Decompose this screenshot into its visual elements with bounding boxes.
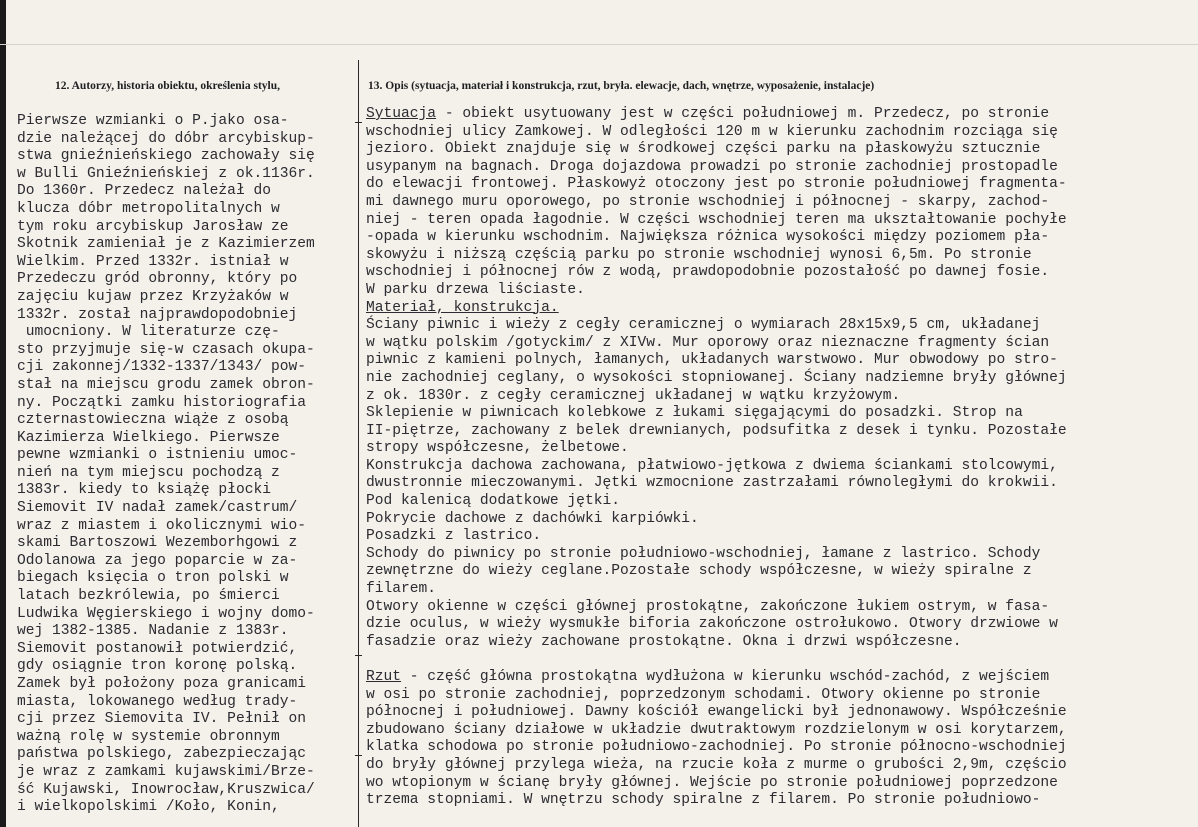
description-text: do elewacji frontowej. Płaskowyż otoczony jest po stronie południowej fragmenta- bbox=[366, 176, 1067, 193]
description-line bbox=[366, 511, 1196, 529]
description-text: II-piętrze, zachowany z belek drewnianych, podsufitka z desek i tynku. Pozostałe bbox=[366, 422, 1067, 439]
description-text: nie zachodniej ceglany, o wysokości stopniowanej. Ściany nadziemne bryły głównej bbox=[366, 369, 1067, 386]
description-line bbox=[366, 176, 1196, 194]
history-line: Zamek był położony poza granicami bbox=[17, 676, 307, 692]
description-line bbox=[366, 212, 1196, 230]
description-line bbox=[366, 581, 1196, 599]
history-line: 1332r. został najprawdopodobniej bbox=[17, 306, 298, 323]
description-line bbox=[366, 388, 1196, 406]
description-text: jezioro. Obiekt znajduje się w środkowej części parku na płaskowyżu sztucznie bbox=[366, 141, 1041, 158]
description-text: W parku drzewa liściaste. bbox=[366, 281, 585, 298]
description-line bbox=[366, 141, 1196, 159]
history-line: wej 1382-1385. Nadanie z 1383r. bbox=[17, 623, 289, 640]
description-line bbox=[366, 757, 1196, 775]
description-line bbox=[366, 229, 1196, 247]
history-line: je wraz z zamkami kujawskimi/Brze- bbox=[17, 763, 315, 780]
description-line bbox=[366, 651, 1196, 669]
history-line: Odolanowa za jego poparcie w za- bbox=[17, 552, 298, 569]
description-text: północnej i południowej. Dawny kościół ewangelicki był jednonawowy. Współcześnie bbox=[366, 704, 1067, 721]
description-text: w wątku polskim /gotyckim/ z XIVw. Mur oporowy oraz nieznaczne fragmenty ścian bbox=[366, 334, 1050, 351]
section-heading: Materiał, konstrukcja. bbox=[366, 299, 559, 316]
history-line: Przedeczu gród obronny, który po bbox=[17, 271, 298, 288]
description-text: w osi po stronie zachodniej, poprzedzonym schodami. Otwory okienne po stronie bbox=[366, 686, 1041, 703]
description-line bbox=[366, 300, 1196, 318]
history-line: umocniony. W literaturze czę- bbox=[17, 324, 280, 341]
description-text: Otwory okienne w części głównej prostokątne, zakończone łukiem ostrym, w fasa- bbox=[366, 598, 1050, 615]
history-line: Kazimierza Wielkiego. Pierwsze bbox=[17, 429, 280, 446]
description-text: Posadzki z lastrico. bbox=[366, 528, 542, 545]
history-line: dzie należącej do dóbr arcybiskup- bbox=[17, 130, 315, 147]
description-text: Ściany piwnic i wieży z cegły ceramicznej o wymiarach 28x15x9,5 cm, układanej bbox=[366, 317, 1041, 334]
description-column bbox=[366, 106, 1196, 810]
history-line: stwa gnieźnieńskiego zachowały się bbox=[17, 148, 315, 165]
description-line bbox=[366, 317, 1196, 335]
description-line bbox=[366, 124, 1196, 142]
history-line: pewne wzmianki o istnieniu umoc- bbox=[17, 447, 298, 464]
description-text: zbudowano ściany działowe w układzie dwutraktowym rozdzielonym w osi korytarzem, bbox=[366, 721, 1067, 738]
description-text: dzie oculus, w wieży wysmukłe biforia zakończone ostrołukowo. Otwory drzwiowe w bbox=[366, 616, 1058, 633]
section-12-header: 12. Autorzy, historia obiektu, określenia stylu, bbox=[55, 80, 281, 92]
history-line: biegach księcia o tron polski w bbox=[17, 570, 289, 587]
column-divider bbox=[358, 60, 359, 827]
description-line bbox=[366, 616, 1196, 634]
description-line bbox=[366, 370, 1196, 388]
description-text: Schody do piwnicy po stronie południowo-wschodniej, łamane z lastrico. Schody bbox=[366, 545, 1041, 562]
history-line: i wielkopolskimi /Koło, Konin, bbox=[17, 799, 280, 816]
history-line: państwa polskiego, zabezpieczając bbox=[17, 746, 307, 763]
description-text: filarem. bbox=[366, 581, 437, 598]
description-line bbox=[366, 159, 1196, 177]
history-line: cji przez Siemovita IV. Pełnił on bbox=[17, 711, 307, 728]
history-line: tym roku arcybiskup Jarosław ze bbox=[17, 218, 289, 235]
description-text: Pod kalenicą dodatkowe jętki. bbox=[366, 493, 620, 510]
history-line: ny. Początki zamku historiografia bbox=[17, 394, 307, 411]
description-text: - obiekt usytuowany jest w części południowej m. Przedecz, po stronie bbox=[436, 106, 1050, 122]
history-line: gdy osiągnie tron koronę polską. bbox=[17, 658, 298, 675]
history-line: Siemovit IV nadał zamek/castrum/ bbox=[17, 500, 298, 517]
page-edge bbox=[0, 0, 6, 827]
description-line bbox=[366, 440, 1196, 458]
description-text: - część główna prostokątna wydłużona w kierunku wschód-zachód, z wejściem bbox=[401, 669, 1050, 685]
description-line bbox=[366, 775, 1196, 793]
description-text: Konstrukcja dachowa zachowana, płatwiowo-jętkowa z dwiema ściankami stolcowymi, bbox=[366, 457, 1058, 474]
history-line: Pierwsze wzmianki o P.jako osa- bbox=[17, 113, 289, 129]
history-line: czternastowieczna wiąże z osobą bbox=[17, 412, 289, 429]
description-line bbox=[366, 247, 1196, 265]
description-text: mi dawnego muru oporowego, po stronie wschodniej i północnej - skarpy, zachod- bbox=[366, 193, 1050, 210]
description-text: skowyżu i niższą częścią parku po stronie wschodniej wynosi 6,5m. Po stronie bbox=[366, 246, 1032, 263]
history-column bbox=[17, 113, 357, 817]
description-line bbox=[366, 546, 1196, 564]
history-line: stał na miejscu grodu zamek obron- bbox=[17, 376, 315, 393]
history-line: 1383r. kiedy to książę płocki bbox=[17, 482, 271, 499]
history-line: nień na tym miejscu pochodzą z bbox=[17, 464, 280, 481]
description-line bbox=[366, 528, 1196, 546]
section-heading: Sytuacja bbox=[366, 106, 437, 122]
history-line: sto przyjmuje się-w czasach okupa- bbox=[17, 341, 315, 358]
history-line: ważną rolę w systemie obronnym bbox=[17, 728, 280, 745]
history-line: latach bezkrólewia, po śmierci bbox=[17, 588, 280, 605]
history-line: Siemovit postanowił potwierdzić, bbox=[17, 640, 298, 657]
history-line: zajęciu kujaw przez Krzyżaków w bbox=[17, 288, 289, 305]
description-line bbox=[366, 335, 1196, 353]
history-line: w Bulli Gnieźnieńskiej z ok.1136r. bbox=[17, 165, 315, 182]
description-line bbox=[366, 106, 1196, 124]
description-text: wschodniej ulicy Zamkowej. W odległości 120 m w kierunku zachodnim rozciąga się bbox=[366, 123, 1058, 140]
description-text: piwnic z kamieni polnych, łamanych, układanych warstwowo. Mur obwodowy po stro- bbox=[366, 352, 1058, 369]
description-text: wschodniej i północnej rów z wodą, prawdopodobnie pozostałość po dawnej fosie. bbox=[366, 264, 1050, 281]
description-line bbox=[366, 423, 1196, 441]
history-line: Do 1360r. Przedecz należał do bbox=[17, 183, 271, 200]
history-line: Skotnik zamieniał je z Kazimierzem bbox=[17, 236, 315, 253]
description-text: usypanym na bagnach. Droga dojazdowa prowadzi po stronie zachodniej prostopadle bbox=[366, 158, 1058, 175]
description-text: -opada w kierunku wschodnim. Największa różnica wysokości między poziomem pła- bbox=[366, 229, 1050, 246]
description-line bbox=[366, 194, 1196, 212]
description-line bbox=[366, 739, 1196, 757]
description-line bbox=[366, 687, 1196, 705]
description-text: dwustronnie mieczowanymi. Jętki wzmocnione zastrzałami równoległymi do krokwii. bbox=[366, 475, 1058, 492]
history-line: skami Bartoszowi Wezemborhgowi z bbox=[17, 535, 298, 552]
description-line bbox=[366, 634, 1196, 652]
description-line bbox=[366, 282, 1196, 300]
description-text: Sklepienie w piwnicach kolebkowe z łukami sięgającymi do posadzki. Strop na bbox=[366, 405, 1023, 422]
history-line: klucza dóbr metropolitalnych w bbox=[17, 200, 280, 217]
history-line: Ludwika Węgierskiego i wojny domo- bbox=[17, 605, 315, 622]
description-line bbox=[366, 264, 1196, 282]
description-line bbox=[366, 563, 1196, 581]
description-text: do bryły głównej przylega wieża, na rzucie koła z murme o grubości 2,9m, częścio bbox=[366, 756, 1067, 773]
description-text: stropy współczesne, żelbetowe. bbox=[366, 440, 629, 457]
section-heading: Rzut bbox=[366, 669, 402, 685]
history-line: miasta, lokowanego według trady- bbox=[17, 693, 298, 710]
history-line: ść Kujawski, Inowrocław,Kruszwica/ bbox=[17, 781, 315, 798]
description-line bbox=[366, 352, 1196, 370]
description-line bbox=[366, 405, 1196, 423]
description-line bbox=[366, 722, 1196, 740]
description-line bbox=[366, 792, 1196, 810]
description-text: z ok. 1830r. z cegły ceramicznej układanej w wątku krzyżowym. bbox=[366, 387, 901, 404]
description-text: klatka schodowa po stronie południowo-zachodniej. Po stronie północno-wschodniej bbox=[366, 739, 1067, 756]
description-line bbox=[366, 493, 1196, 511]
description-line bbox=[366, 669, 1196, 687]
description-line bbox=[366, 458, 1196, 476]
description-text: Pokrycie dachowe z dachówki karpiówki. bbox=[366, 510, 699, 527]
history-line: cji zakonnej/1332-1337/1343/ pow- bbox=[17, 359, 307, 376]
description-text: zewnętrzne do wieży ceglane.Pozostałe schody współczesne, w wieży spiralne z bbox=[366, 563, 1032, 580]
description-text: trzema stopniami. W wnętrzu schody spiralne z filarem. Po stronie południowo- bbox=[366, 792, 1041, 809]
description-line bbox=[366, 599, 1196, 617]
description-text: niej - teren opada łagodnie. W części wschodniej teren ma ukształtowanie pochyłe bbox=[366, 211, 1067, 228]
description-text: wo wtopionym w ścianę bryły głównej. Wejście po stronie południowej poprzedzone bbox=[366, 774, 1058, 791]
top-divider bbox=[0, 44, 1198, 45]
history-line: Wielkim. Przed 1332r. istniał w bbox=[17, 253, 289, 270]
description-line bbox=[366, 704, 1196, 722]
description-text: fasadzie oraz wieży zachowane prostokątne. Okna i drzwi współczesne. bbox=[366, 633, 962, 650]
description-line bbox=[366, 475, 1196, 493]
history-line: wraz z miastem i okolicznymi wio- bbox=[17, 517, 307, 534]
section-13-header: 13. Opis (sytuacja, materiał i konstrukcja, rzut, bryła. elewacje, dach, wnętrze, wyposażenie, instalacje) bbox=[368, 80, 875, 92]
